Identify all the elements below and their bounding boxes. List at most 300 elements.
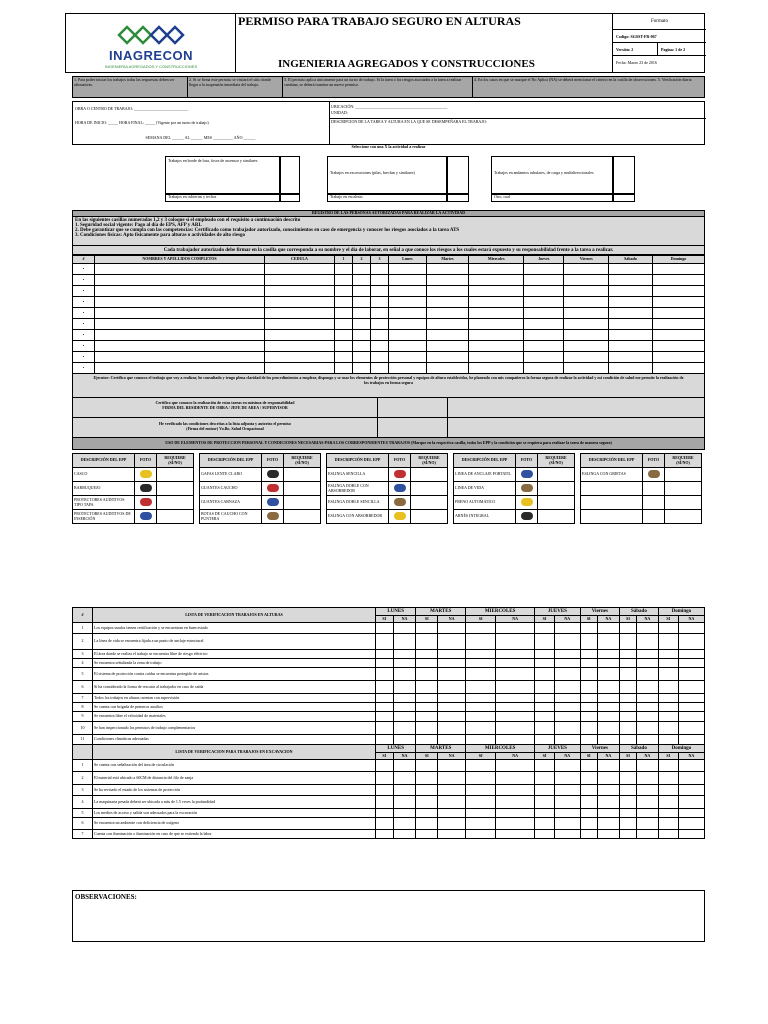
checklist-answer-cell[interactable] <box>620 760 637 772</box>
checklist-answer-cell[interactable] <box>416 623 438 634</box>
epp-item-check[interactable] <box>284 468 321 482</box>
checklist-answer-cell[interactable] <box>438 681 466 694</box>
worker-cell[interactable] <box>265 297 335 308</box>
checklist-answer-cell[interactable] <box>580 703 597 712</box>
activity-andamios-check[interactable] <box>613 156 635 194</box>
checklist-answer-cell[interactable] <box>597 818 619 830</box>
checklist-answer-cell[interactable] <box>496 712 535 722</box>
checklist-answer-cell[interactable] <box>636 818 658 830</box>
checklist-answer-cell[interactable] <box>496 650 535 659</box>
worker-cell[interactable] <box>524 341 564 352</box>
checklist-answer-cell[interactable] <box>496 634 535 650</box>
checklist-answer-cell[interactable] <box>554 772 580 785</box>
checklist-answer-cell[interactable] <box>597 634 619 650</box>
checklist-answer-cell[interactable] <box>597 785 619 796</box>
checklist-answer-cell[interactable] <box>554 623 580 634</box>
epp-item-check[interactable] <box>284 510 321 524</box>
worker-cell[interactable] <box>335 341 353 352</box>
checklist-answer-cell[interactable] <box>466 722 496 735</box>
checklist-answer-cell[interactable] <box>678 772 704 785</box>
checklist-answer-cell[interactable] <box>636 694 658 703</box>
worker-cell[interactable] <box>335 297 353 308</box>
checklist-answer-cell[interactable] <box>376 681 394 694</box>
checklist-answer-cell[interactable] <box>678 830 704 839</box>
checklist-answer-cell[interactable] <box>580 818 597 830</box>
worker-cell[interactable] <box>524 319 564 330</box>
checklist-answer-cell[interactable] <box>678 735 704 745</box>
worker-cell[interactable] <box>609 286 653 297</box>
epp-item-check[interactable] <box>411 482 448 496</box>
epp-item-check[interactable] <box>665 468 702 482</box>
worker-cell[interactable] <box>335 352 353 363</box>
checklist-answer-cell[interactable] <box>535 694 555 703</box>
worker-cell[interactable] <box>353 341 371 352</box>
activity-escaleras-check[interactable] <box>447 194 469 202</box>
checklist-answer-cell[interactable] <box>636 712 658 722</box>
checklist-answer-cell[interactable] <box>496 796 535 809</box>
checklist-answer-cell[interactable] <box>376 735 394 745</box>
checklist-answer-cell[interactable] <box>496 735 535 745</box>
checklist-answer-cell[interactable] <box>466 681 496 694</box>
worker-cell[interactable] <box>426 264 469 275</box>
worker-cell[interactable] <box>609 297 653 308</box>
checklist-answer-cell[interactable] <box>535 703 555 712</box>
epp-item-check[interactable] <box>665 482 702 496</box>
worker-cell[interactable] <box>389 297 427 308</box>
checklist-answer-cell[interactable] <box>496 785 535 796</box>
checklist-answer-cell[interactable] <box>580 722 597 735</box>
worker-cell[interactable] <box>564 286 609 297</box>
checklist-answer-cell[interactable] <box>416 722 438 735</box>
checklist-answer-cell[interactable] <box>554 809 580 818</box>
checklist-answer-cell[interactable] <box>416 659 438 668</box>
checklist-answer-cell[interactable] <box>658 818 678 830</box>
checklist-answer-cell[interactable] <box>393 760 416 772</box>
checklist-answer-cell[interactable] <box>416 760 438 772</box>
checklist-answer-cell[interactable] <box>580 659 597 668</box>
checklist-answer-cell[interactable] <box>535 735 555 745</box>
checklist-answer-cell[interactable] <box>438 694 466 703</box>
activity-borde-losa-check[interactable] <box>280 156 300 194</box>
checklist-answer-cell[interactable] <box>416 681 438 694</box>
worker-cell[interactable] <box>371 264 389 275</box>
worker-cell[interactable] <box>389 330 427 341</box>
checklist-answer-cell[interactable] <box>658 681 678 694</box>
worker-cell[interactable] <box>652 308 704 319</box>
checklist-answer-cell[interactable] <box>416 735 438 745</box>
worker-cell[interactable] <box>564 319 609 330</box>
checklist-answer-cell[interactable] <box>580 772 597 785</box>
worker-cell[interactable] <box>371 275 389 286</box>
checklist-answer-cell[interactable] <box>496 623 535 634</box>
checklist-answer-cell[interactable] <box>597 668 619 681</box>
checklist-answer-cell[interactable] <box>438 785 466 796</box>
checklist-answer-cell[interactable] <box>554 703 580 712</box>
worker-cell[interactable] <box>353 363 371 374</box>
worker-cell[interactable] <box>95 297 265 308</box>
worker-cell[interactable] <box>652 363 704 374</box>
checklist-answer-cell[interactable] <box>416 668 438 681</box>
worker-cell[interactable] <box>469 264 524 275</box>
checklist-answer-cell[interactable] <box>554 760 580 772</box>
checklist-answer-cell[interactable] <box>466 760 496 772</box>
checklist-answer-cell[interactable] <box>678 785 704 796</box>
checklist-answer-cell[interactable] <box>535 681 555 694</box>
worker-cell[interactable] <box>371 330 389 341</box>
worker-cell[interactable] <box>652 319 704 330</box>
checklist-answer-cell[interactable] <box>580 735 597 745</box>
worker-cell[interactable] <box>95 308 265 319</box>
checklist-answer-cell[interactable] <box>636 659 658 668</box>
checklist-answer-cell[interactable] <box>438 650 466 659</box>
checklist-answer-cell[interactable] <box>678 760 704 772</box>
checklist-answer-cell[interactable] <box>580 760 597 772</box>
worker-cell[interactable] <box>426 297 469 308</box>
checklist-answer-cell[interactable] <box>658 722 678 735</box>
worker-cell[interactable] <box>389 275 427 286</box>
ubicacion-field[interactable]: UBICACIÓN: ______________________________________________ <box>331 104 448 109</box>
checklist-answer-cell[interactable] <box>496 818 535 830</box>
worker-cell[interactable] <box>652 341 704 352</box>
checklist-answer-cell[interactable] <box>393 668 416 681</box>
checklist-answer-cell[interactable] <box>636 722 658 735</box>
worker-cell[interactable] <box>609 352 653 363</box>
checklist-answer-cell[interactable] <box>393 694 416 703</box>
worker-cell[interactable] <box>469 319 524 330</box>
checklist-answer-cell[interactable] <box>580 694 597 703</box>
epp-item-check[interactable] <box>538 468 575 482</box>
checklist-answer-cell[interactable] <box>496 703 535 712</box>
checklist-answer-cell[interactable] <box>466 772 496 785</box>
activity-otro[interactable]: Otro, cual <box>491 194 613 202</box>
worker-cell[interactable] <box>95 286 265 297</box>
worker-cell[interactable] <box>371 341 389 352</box>
checklist-answer-cell[interactable] <box>554 668 580 681</box>
checklist-answer-cell[interactable] <box>466 659 496 668</box>
checklist-answer-cell[interactable] <box>393 659 416 668</box>
checklist-answer-cell[interactable] <box>658 785 678 796</box>
checklist-answer-cell[interactable] <box>496 668 535 681</box>
checklist-answer-cell[interactable] <box>658 796 678 809</box>
epp-item-check[interactable] <box>157 468 194 482</box>
checklist-answer-cell[interactable] <box>620 735 637 745</box>
worker-cell[interactable] <box>564 264 609 275</box>
checklist-answer-cell[interactable] <box>620 785 637 796</box>
worker-cell[interactable] <box>353 264 371 275</box>
checklist-answer-cell[interactable] <box>620 668 637 681</box>
checklist-answer-cell[interactable] <box>636 623 658 634</box>
checklist-answer-cell[interactable] <box>416 712 438 722</box>
checklist-answer-cell[interactable] <box>597 830 619 839</box>
worker-cell[interactable] <box>95 264 265 275</box>
checklist-answer-cell[interactable] <box>393 830 416 839</box>
worker-cell[interactable] <box>353 286 371 297</box>
worker-cell[interactable] <box>95 319 265 330</box>
worker-cell[interactable] <box>564 352 609 363</box>
firma-2-days[interactable] <box>448 418 704 439</box>
checklist-answer-cell[interactable] <box>376 650 394 659</box>
worker-cell[interactable] <box>469 275 524 286</box>
checklist-answer-cell[interactable] <box>438 659 466 668</box>
checklist-answer-cell[interactable] <box>466 634 496 650</box>
checklist-answer-cell[interactable] <box>658 694 678 703</box>
worker-cell[interactable] <box>335 319 353 330</box>
checklist-answer-cell[interactable] <box>438 818 466 830</box>
checklist-answer-cell[interactable] <box>393 712 416 722</box>
checklist-answer-cell[interactable] <box>620 772 637 785</box>
checklist-answer-cell[interactable] <box>535 809 555 818</box>
worker-cell[interactable] <box>265 308 335 319</box>
checklist-answer-cell[interactable] <box>620 818 637 830</box>
worker-cell[interactable] <box>652 352 704 363</box>
checklist-answer-cell[interactable] <box>678 722 704 735</box>
checklist-answer-cell[interactable] <box>636 830 658 839</box>
checklist-answer-cell[interactable] <box>438 634 466 650</box>
checklist-answer-cell[interactable] <box>466 712 496 722</box>
checklist-answer-cell[interactable] <box>597 796 619 809</box>
checklist-answer-cell[interactable] <box>554 694 580 703</box>
epp-item-check[interactable] <box>665 496 702 510</box>
checklist-answer-cell[interactable] <box>620 681 637 694</box>
checklist-answer-cell[interactable] <box>554 650 580 659</box>
checklist-answer-cell[interactable] <box>554 796 580 809</box>
worker-cell[interactable] <box>564 330 609 341</box>
worker-cell[interactable] <box>652 330 704 341</box>
checklist-answer-cell[interactable] <box>393 623 416 634</box>
worker-cell[interactable] <box>469 341 524 352</box>
unidad-field[interactable]: UNIDAD: <box>331 110 348 115</box>
worker-cell[interactable] <box>524 264 564 275</box>
checklist-answer-cell[interactable] <box>466 735 496 745</box>
worker-cell[interactable] <box>609 275 653 286</box>
checklist-answer-cell[interactable] <box>678 668 704 681</box>
worker-cell[interactable] <box>335 275 353 286</box>
firma-2-space[interactable] <box>378 418 448 439</box>
checklist-answer-cell[interactable] <box>438 772 466 785</box>
checklist-answer-cell[interactable] <box>535 659 555 668</box>
checklist-answer-cell[interactable] <box>376 772 394 785</box>
obra-field[interactable]: OBRA O CENTRO DE TRABAJO: ___________________________ <box>75 106 189 111</box>
worker-cell[interactable] <box>389 319 427 330</box>
firma-1-space[interactable] <box>378 398 448 417</box>
checklist-answer-cell[interactable] <box>636 796 658 809</box>
checklist-answer-cell[interactable] <box>554 735 580 745</box>
checklist-answer-cell[interactable] <box>658 668 678 681</box>
worker-cell[interactable] <box>265 264 335 275</box>
checklist-answer-cell[interactable] <box>580 785 597 796</box>
worker-cell[interactable] <box>524 275 564 286</box>
checklist-answer-cell[interactable] <box>466 703 496 712</box>
checklist-answer-cell[interactable] <box>466 796 496 809</box>
checklist-answer-cell[interactable] <box>620 694 637 703</box>
worker-cell[interactable] <box>564 297 609 308</box>
worker-cell[interactable] <box>95 330 265 341</box>
checklist-answer-cell[interactable] <box>554 659 580 668</box>
worker-cell[interactable] <box>335 330 353 341</box>
checklist-answer-cell[interactable] <box>376 760 394 772</box>
checklist-answer-cell[interactable] <box>466 694 496 703</box>
checklist-answer-cell[interactable] <box>376 785 394 796</box>
checklist-answer-cell[interactable] <box>535 818 555 830</box>
worker-cell[interactable] <box>524 308 564 319</box>
checklist-answer-cell[interactable] <box>376 818 394 830</box>
checklist-answer-cell[interactable] <box>658 809 678 818</box>
checklist-answer-cell[interactable] <box>376 796 394 809</box>
firma-1-days[interactable] <box>448 398 704 417</box>
worker-cell[interactable] <box>426 341 469 352</box>
checklist-answer-cell[interactable] <box>466 830 496 839</box>
worker-cell[interactable] <box>426 330 469 341</box>
worker-cell[interactable] <box>95 341 265 352</box>
checklist-answer-cell[interactable] <box>658 703 678 712</box>
worker-cell[interactable] <box>609 341 653 352</box>
checklist-answer-cell[interactable] <box>636 668 658 681</box>
checklist-answer-cell[interactable] <box>466 809 496 818</box>
checklist-answer-cell[interactable] <box>658 650 678 659</box>
checklist-answer-cell[interactable] <box>678 634 704 650</box>
worker-cell[interactable] <box>265 275 335 286</box>
worker-cell[interactable] <box>353 275 371 286</box>
checklist-answer-cell[interactable] <box>620 659 637 668</box>
checklist-answer-cell[interactable] <box>580 634 597 650</box>
worker-cell[interactable] <box>469 308 524 319</box>
checklist-answer-cell[interactable] <box>620 830 637 839</box>
checklist-answer-cell[interactable] <box>393 703 416 712</box>
worker-cell[interactable] <box>335 286 353 297</box>
checklist-answer-cell[interactable] <box>678 659 704 668</box>
checklist-answer-cell[interactable] <box>636 650 658 659</box>
checklist-answer-cell[interactable] <box>580 809 597 818</box>
semana-field[interactable]: SEMANA DEL ______ AL ______ MES __________ AÑO ______ <box>145 135 256 140</box>
checklist-answer-cell[interactable] <box>416 650 438 659</box>
checklist-answer-cell[interactable] <box>554 722 580 735</box>
checklist-answer-cell[interactable] <box>658 760 678 772</box>
worker-cell[interactable] <box>265 319 335 330</box>
epp-item-check[interactable] <box>411 496 448 510</box>
checklist-answer-cell[interactable] <box>636 735 658 745</box>
worker-cell[interactable] <box>469 297 524 308</box>
checklist-answer-cell[interactable] <box>496 681 535 694</box>
checklist-answer-cell[interactable] <box>658 712 678 722</box>
epp-item-check[interactable] <box>538 510 575 524</box>
checklist-answer-cell[interactable] <box>658 623 678 634</box>
checklist-answer-cell[interactable] <box>597 809 619 818</box>
worker-cell[interactable] <box>353 319 371 330</box>
worker-cell[interactable] <box>371 297 389 308</box>
worker-cell[interactable] <box>335 363 353 374</box>
checklist-answer-cell[interactable] <box>636 760 658 772</box>
checklist-answer-cell[interactable] <box>597 772 619 785</box>
checklist-answer-cell[interactable] <box>438 796 466 809</box>
checklist-answer-cell[interactable] <box>466 668 496 681</box>
worker-cell[interactable] <box>609 308 653 319</box>
worker-cell[interactable] <box>389 363 427 374</box>
checklist-answer-cell[interactable] <box>438 735 466 745</box>
worker-cell[interactable] <box>426 319 469 330</box>
checklist-answer-cell[interactable] <box>580 796 597 809</box>
worker-cell[interactable] <box>371 319 389 330</box>
checklist-answer-cell[interactable] <box>438 809 466 818</box>
worker-cell[interactable] <box>524 363 564 374</box>
epp-item-check[interactable] <box>284 482 321 496</box>
checklist-answer-cell[interactable] <box>554 785 580 796</box>
checklist-answer-cell[interactable] <box>580 623 597 634</box>
hora-field[interactable]: HORA DE INICIO: _____ HORA FINAL: _____ (Vigente por un turno de trabajo) <box>75 120 209 125</box>
checklist-answer-cell[interactable] <box>554 818 580 830</box>
checklist-answer-cell[interactable] <box>416 830 438 839</box>
checklist-answer-cell[interactable] <box>636 703 658 712</box>
worker-cell[interactable] <box>524 330 564 341</box>
checklist-answer-cell[interactable] <box>535 760 555 772</box>
checklist-answer-cell[interactable] <box>416 772 438 785</box>
checklist-answer-cell[interactable] <box>636 772 658 785</box>
checklist-answer-cell[interactable] <box>678 623 704 634</box>
activity-cubiertas-check[interactable] <box>280 194 300 202</box>
worker-cell[interactable] <box>265 330 335 341</box>
epp-item-check[interactable] <box>538 496 575 510</box>
checklist-answer-cell[interactable] <box>376 712 394 722</box>
worker-cell[interactable] <box>524 297 564 308</box>
checklist-answer-cell[interactable] <box>636 785 658 796</box>
checklist-answer-cell[interactable] <box>658 659 678 668</box>
checklist-answer-cell[interactable] <box>597 681 619 694</box>
worker-cell[interactable] <box>564 308 609 319</box>
checklist-answer-cell[interactable] <box>466 650 496 659</box>
checklist-answer-cell[interactable] <box>580 712 597 722</box>
worker-cell[interactable] <box>335 264 353 275</box>
worker-cell[interactable] <box>426 352 469 363</box>
checklist-answer-cell[interactable] <box>376 809 394 818</box>
checklist-answer-cell[interactable] <box>416 634 438 650</box>
worker-cell[interactable] <box>564 341 609 352</box>
checklist-answer-cell[interactable] <box>438 668 466 681</box>
checklist-answer-cell[interactable] <box>466 623 496 634</box>
checklist-answer-cell[interactable] <box>597 703 619 712</box>
checklist-answer-cell[interactable] <box>393 772 416 785</box>
checklist-answer-cell[interactable] <box>393 634 416 650</box>
checklist-answer-cell[interactable] <box>535 722 555 735</box>
checklist-answer-cell[interactable] <box>466 785 496 796</box>
checklist-answer-cell[interactable] <box>438 703 466 712</box>
checklist-answer-cell[interactable] <box>597 735 619 745</box>
checklist-answer-cell[interactable] <box>416 818 438 830</box>
worker-cell[interactable] <box>353 352 371 363</box>
checklist-answer-cell[interactable] <box>597 659 619 668</box>
checklist-answer-cell[interactable] <box>496 772 535 785</box>
checklist-answer-cell[interactable] <box>496 659 535 668</box>
worker-cell[interactable] <box>564 363 609 374</box>
worker-cell[interactable] <box>353 297 371 308</box>
worker-cell[interactable] <box>389 352 427 363</box>
checklist-answer-cell[interactable] <box>496 760 535 772</box>
checklist-answer-cell[interactable] <box>496 694 535 703</box>
checklist-answer-cell[interactable] <box>597 694 619 703</box>
checklist-answer-cell[interactable] <box>678 712 704 722</box>
epp-item-check[interactable] <box>284 496 321 510</box>
checklist-answer-cell[interactable] <box>416 809 438 818</box>
checklist-answer-cell[interactable] <box>678 796 704 809</box>
checklist-answer-cell[interactable] <box>496 722 535 735</box>
checklist-answer-cell[interactable] <box>376 634 394 650</box>
checklist-answer-cell[interactable] <box>597 623 619 634</box>
worker-cell[interactable] <box>371 308 389 319</box>
worker-cell[interactable] <box>426 363 469 374</box>
worker-cell[interactable] <box>564 275 609 286</box>
worker-cell[interactable] <box>335 308 353 319</box>
checklist-answer-cell[interactable] <box>376 703 394 712</box>
checklist-answer-cell[interactable] <box>438 830 466 839</box>
checklist-answer-cell[interactable] <box>597 650 619 659</box>
